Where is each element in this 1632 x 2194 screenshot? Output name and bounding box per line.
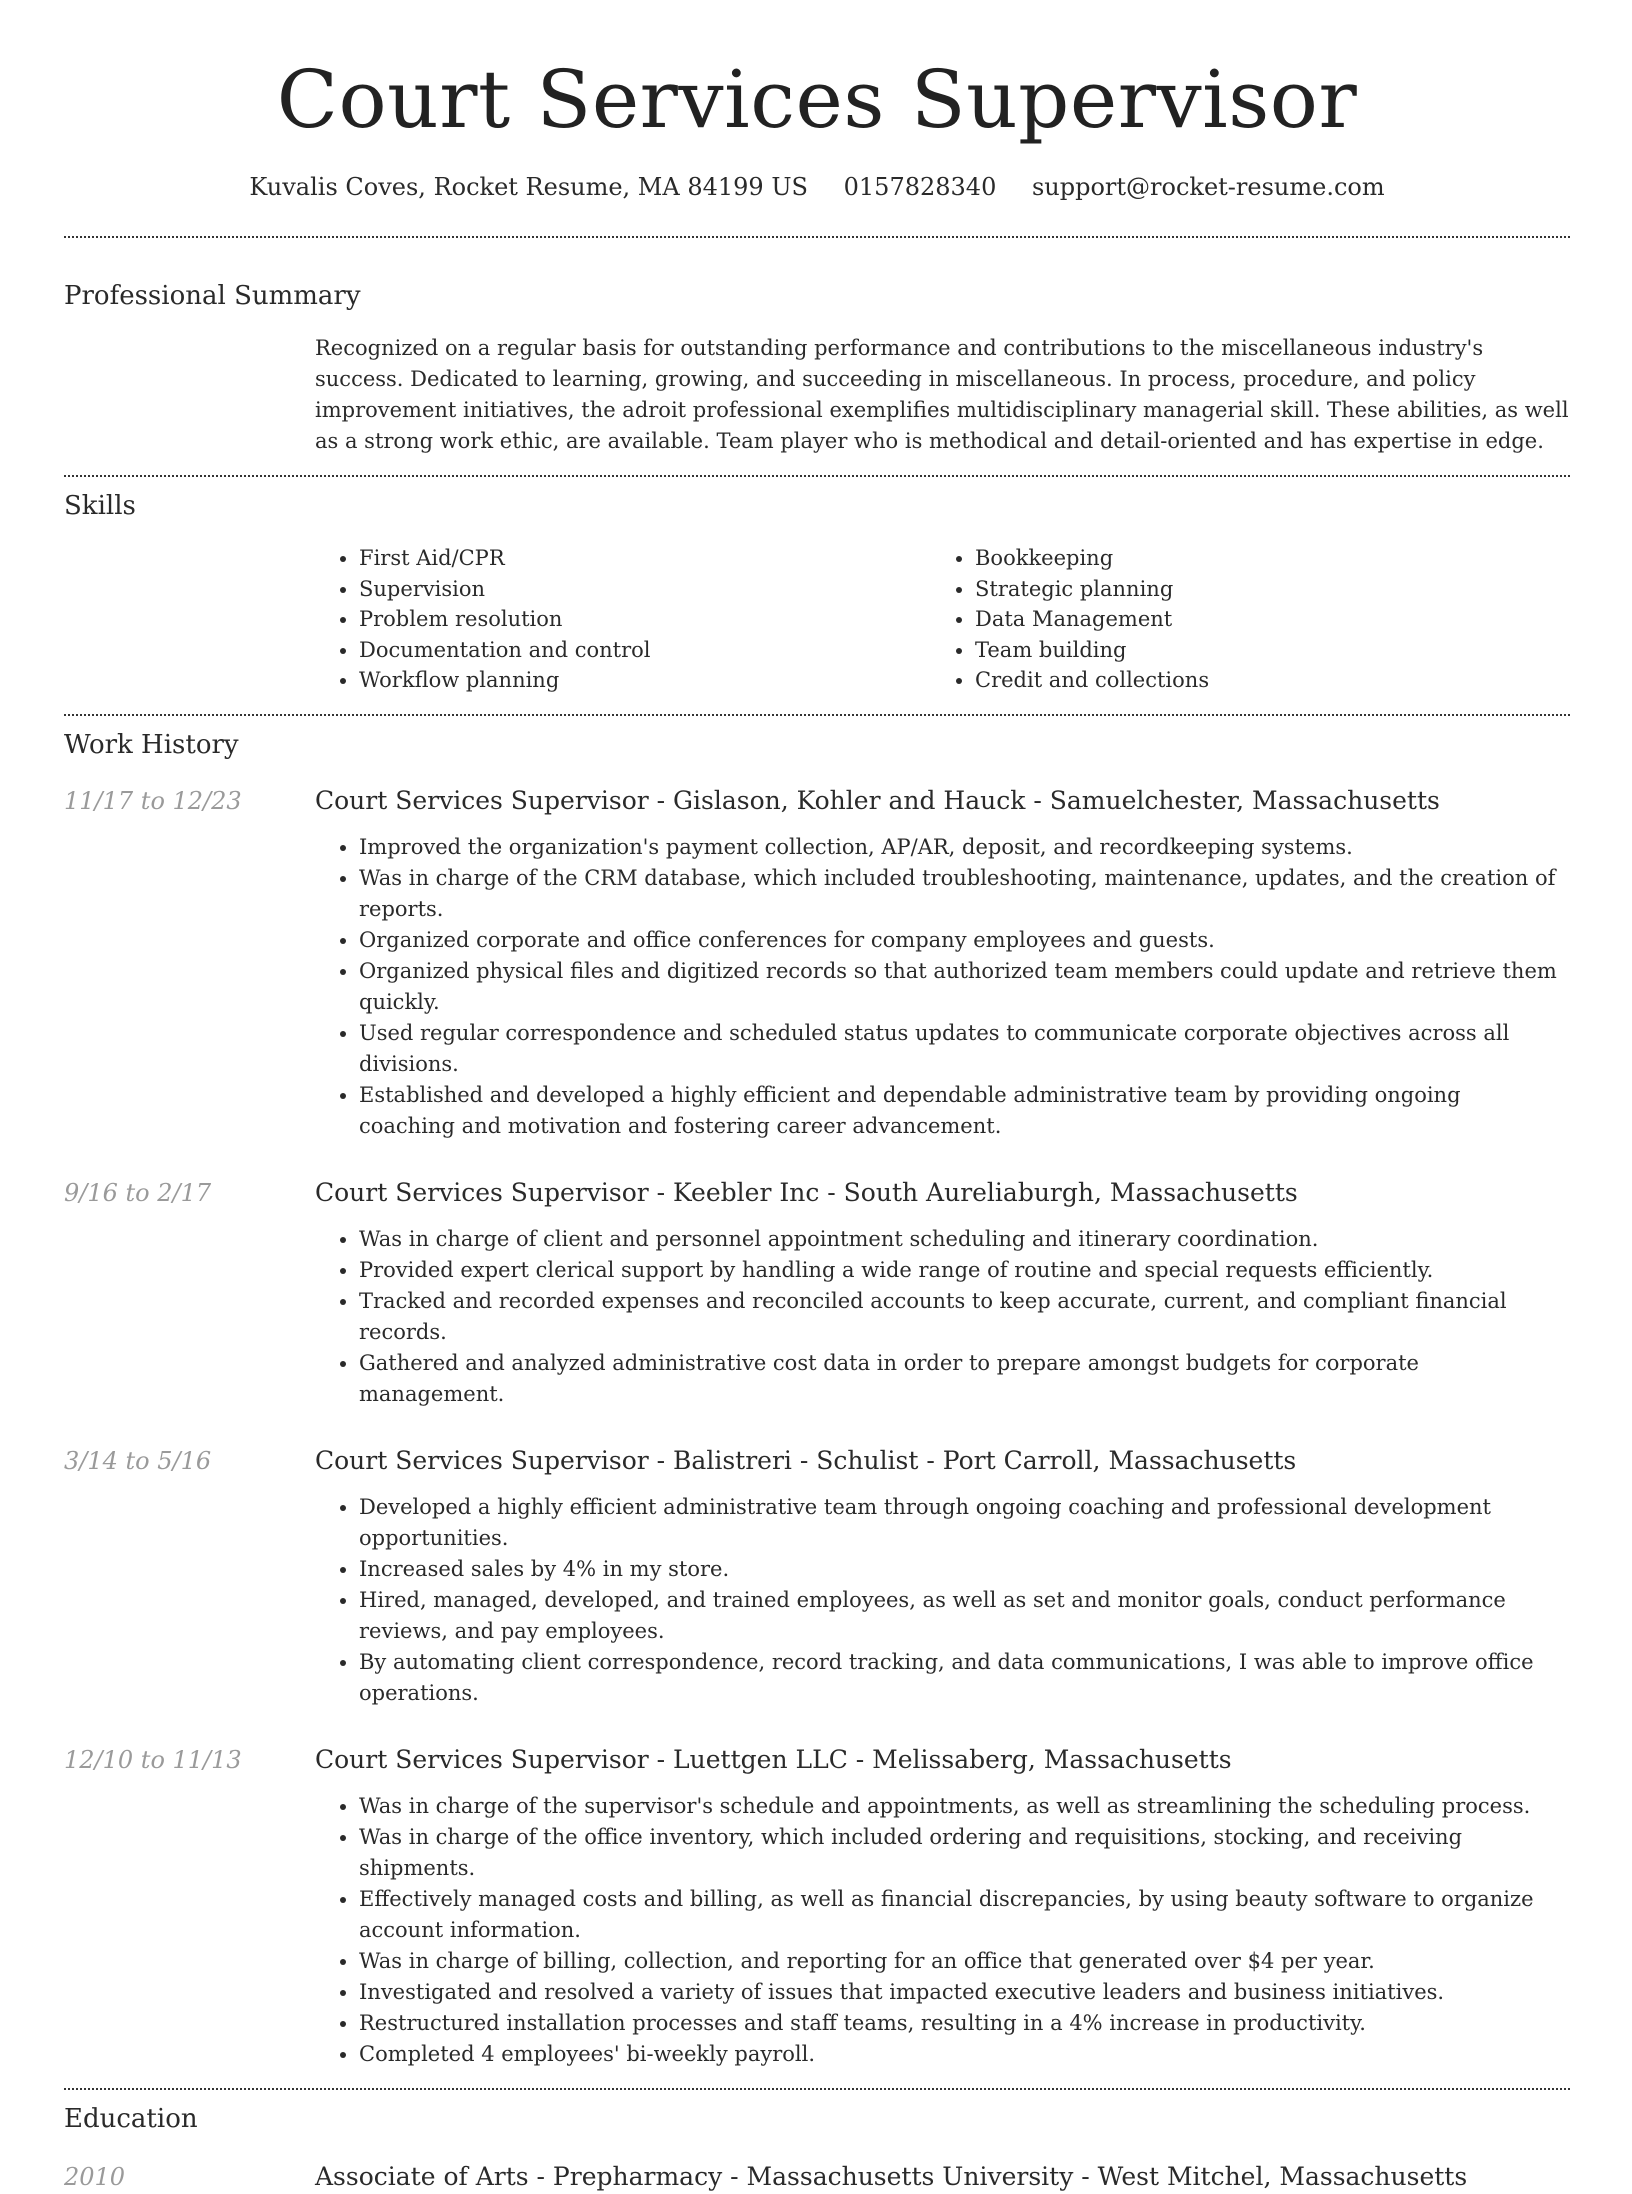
- job-bullets: [315, 1224, 1570, 1410]
- skill-item: • Supervision: [359, 574, 931, 605]
- job-title: Court Services Supervisor - Luettgen LLC - Melissaberg, Massachusetts: [315, 1744, 1232, 1774]
- skills-heading: Skills: [64, 491, 136, 521]
- job-entry: [64, 1176, 1570, 1410]
- job-dates: 11/17 to 12/23: [64, 786, 242, 815]
- job-bullet: • Developed a highly efficient administrative team through ongoing coaching and professional development opportunities.: [359, 1492, 1570, 1554]
- job-bullet: • Established and developed a highly efficient and dependable administrative team by providing ongoing coaching and motivation and fostering career advancement.: [359, 1080, 1570, 1142]
- skills-column-right: [931, 543, 1547, 696]
- job-bullet: • Organized physical files and digitized records so that authorized team members could update and retrieve them quickly.: [359, 956, 1570, 1018]
- contact-line: [64, 170, 1570, 204]
- job-bullet: • Organized corporate and office conferences for company employees and guests.: [359, 925, 1570, 956]
- job-entry: [64, 1743, 1570, 2070]
- work-history-heading: Work History: [64, 729, 239, 760]
- job-header: [64, 1743, 1570, 1777]
- job-bullet: • Was in charge of the supervisor's schedule and appointments, as well as streamlining the scheduling process.: [359, 1791, 1570, 1822]
- section-divider: [64, 236, 1570, 238]
- job-bullet: • Was in charge of the CRM database, which included troubleshooting, maintenance, updates, and the creation of reports.: [359, 863, 1570, 925]
- contact-email: support@rocket-resume.com: [1031, 173, 1385, 201]
- education-heading: Education: [64, 2103, 198, 2134]
- education-year: 2010: [64, 2162, 126, 2191]
- job-bullet: • Was in charge of the office inventory, which included ordering and requisitions, stocking, and receiving shipments.: [359, 1822, 1570, 1884]
- skills-section: [64, 489, 1570, 696]
- contact-address: Kuvalis Coves, Rocket Resume, MA 84199 US: [249, 173, 808, 201]
- job-bullet: • Was in charge of client and personnel appointment scheduling and itinerary coordination.: [359, 1224, 1570, 1255]
- education-title: Associate of Arts - Prepharmacy - Massachusetts University - West Mitchel, Massachusetts: [315, 2161, 1468, 2191]
- job-bullet: • Provided expert clerical support by handling a wide range of routine and special requests efficiently.: [359, 1255, 1570, 1286]
- resume-page: [64, 0, 1570, 2194]
- job-header: [64, 1176, 1570, 1210]
- job-bullets: [315, 1791, 1570, 2070]
- job-bullets: [315, 1492, 1570, 1709]
- section-divider: [64, 2088, 1570, 2090]
- skills-column-left: [315, 543, 931, 696]
- job-bullet: • By automating client correspondence, record tracking, and data communications, I was able to improve office operations.: [359, 1647, 1570, 1709]
- job-bullet: • Improved the organization's payment collection, AP/AR, deposit, and recordkeeping systems.: [359, 832, 1570, 863]
- skill-item: • Bookkeeping: [975, 543, 1547, 574]
- job-bullet: • Increased sales by 4% in my store.: [359, 1554, 1570, 1585]
- job-title: Court Services Supervisor - Gislason, Kohler and Hauck - Samuelchester, Massachusetts: [315, 785, 1440, 815]
- job-bullet: • Was in charge of billing, collection, and reporting for an office that generated over $4 per year.: [359, 1946, 1570, 1977]
- job-bullet: • Effectively managed costs and billing, as well as financial discrepancies, by using beauty software to organize account information.: [359, 1884, 1570, 1946]
- summary-content: [315, 333, 1570, 457]
- job-entry: [64, 1444, 1570, 1709]
- section-divider: [64, 475, 1570, 477]
- job-bullet: • Restructured installation processes and staff teams, resulting in a 4% increase in productivity.: [359, 2008, 1570, 2039]
- job-dates: 9/16 to 2/17: [64, 1178, 212, 1207]
- contact-phone: 0157828340: [843, 173, 997, 201]
- summary-text: Recognized on a regular basis for outstanding performance and contributions to the miscellaneous industry's success. Dedicated to learning, growing, and succeeding in miscellaneous. In process, procedure, and policy improvement initiatives, the adroit professional exemplifies multidisciplinary managerial skill. These abilities, as well as a strong work ethic, are available. Team player who is methodical and detail-oriented and has expertise in edge.: [315, 336, 1569, 453]
- work-history-section: [64, 728, 1570, 2070]
- education-header: [64, 2160, 1570, 2194]
- skill-item: • Strategic planning: [975, 574, 1547, 605]
- job-bullet: • Tracked and recorded expenses and reconciled accounts to keep accurate, current, and compliant financial records.: [359, 1286, 1570, 1348]
- education-entry: [64, 2160, 1570, 2194]
- summary-section: [64, 279, 1570, 457]
- job-bullet: • Used regular correspondence and scheduled status updates to communicate corporate objectives across all divisions.: [359, 1018, 1570, 1080]
- skill-item: • Data Management: [975, 604, 1547, 635]
- job-header: [64, 784, 1570, 818]
- job-dates: 3/14 to 5/16: [64, 1446, 212, 1475]
- job-title: Court Services Supervisor - Keebler Inc - South Aureliaburgh, Massachusetts: [315, 1177, 1298, 1207]
- skill-item: • Documentation and control: [359, 635, 931, 666]
- skill-item: • Problem resolution: [359, 604, 931, 635]
- job-bullets: [315, 832, 1570, 1142]
- job-bullet: • Gathered and analyzed administrative cost data in order to prepare amongst budgets for corporate management.: [359, 1348, 1570, 1410]
- resume-name: Court Services Supervisor: [276, 53, 1358, 146]
- job-dates: 12/10 to 11/13: [64, 1745, 242, 1774]
- job-header: [64, 1444, 1570, 1478]
- skill-item: • Team building: [975, 635, 1547, 666]
- skill-item: • Workflow planning: [359, 665, 931, 696]
- job-bullet: • Completed 4 employees' bi-weekly payroll.: [359, 2039, 1570, 2070]
- job-bullet: • Hired, managed, developed, and trained employees, as well as set and monitor goals, conduct performance reviews, and pay employees.: [359, 1585, 1570, 1647]
- job-title: Court Services Supervisor - Balistreri - Schulist - Port Carroll, Massachusetts: [315, 1445, 1297, 1475]
- job-entry: [64, 784, 1570, 1142]
- skills-list: [315, 543, 1570, 696]
- education-section: [64, 2102, 1570, 2194]
- skill-item: • First Aid/CPR: [359, 543, 931, 574]
- summary-heading: Professional Summary: [64, 281, 361, 311]
- skill-item: • Credit and collections: [975, 665, 1547, 696]
- section-divider: [64, 714, 1570, 716]
- job-bullet: • Investigated and resolved a variety of issues that impacted executive leaders and business initiatives.: [359, 1977, 1570, 2008]
